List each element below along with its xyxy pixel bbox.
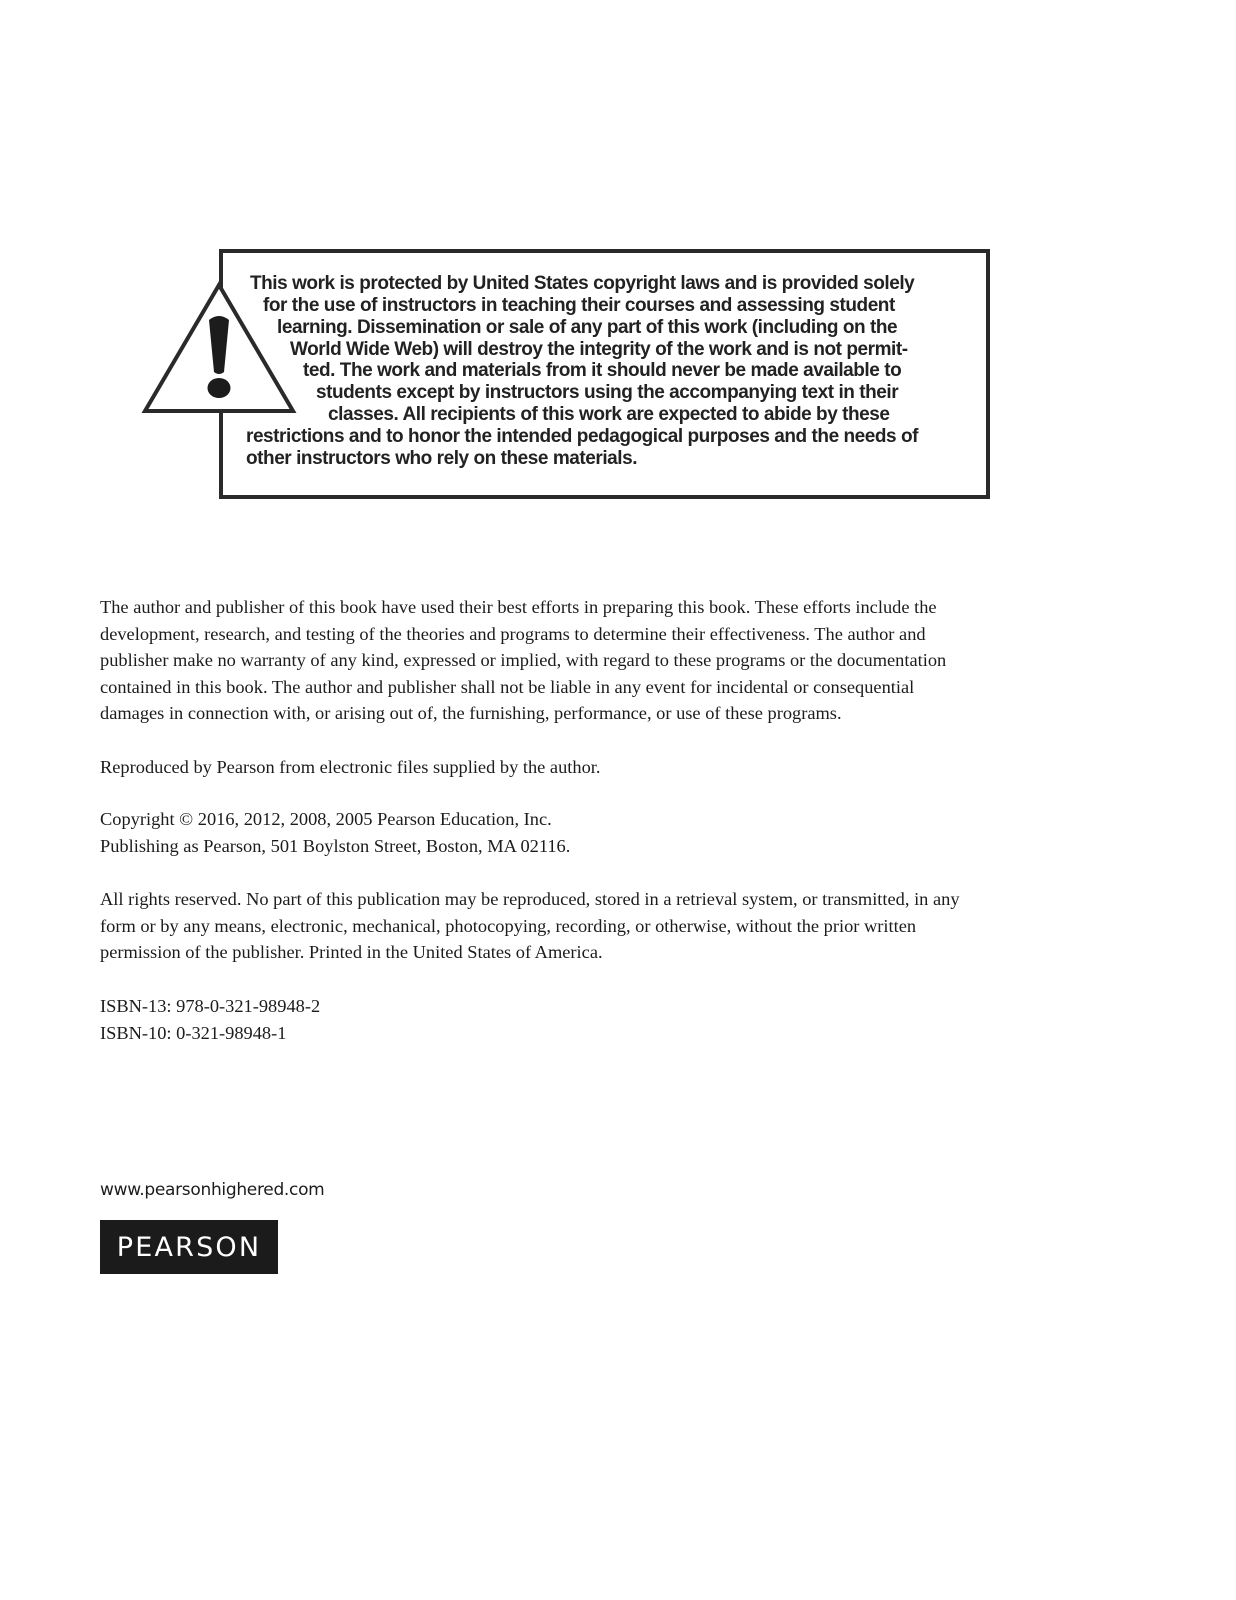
isbn-13: ISBN-13: 978-0-321-98948-2 [100, 996, 321, 1016]
warning-line: students except by instructors using the accompanying text in their [316, 382, 899, 403]
warning-line: restrictions and to honor the intended pedagogical purposes and the needs of [246, 426, 919, 447]
disclaimer-line: publisher make no warranty of any kind, expressed or implied, with regard to these programs or the documentation [100, 650, 947, 671]
reproduced-line: Reproduced by Pearson from electronic files supplied by the author. [100, 757, 601, 777]
copyright-line: Copyright © 2016, 2012, 2008, 2005 Pearson Education, Inc. [100, 809, 552, 829]
pearson-logo-text: PEARSON [116, 1231, 262, 1263]
warning-line: learning. Dissemination or sale of any part of this work (including on the [277, 317, 898, 338]
rights-paragraph [100, 886, 1060, 966]
rights-line: form or by any means, electronic, mechanical, photocopying, recording, or otherwise, without the prior written [100, 915, 917, 936]
rights-line: All rights reserved. No part of this publication may be reproduced, stored in a retrieval system, or transmitted, in any [100, 889, 960, 909]
warning-line: other instructors who rely on these materials. [246, 448, 638, 469]
publisher-website-link[interactable]: www.pearsonhighered.com [100, 1180, 325, 1200]
warning-line: classes. All recipients of this work are expected to abide by these [328, 404, 890, 425]
disclaimer-line: damages in connection with, or arising out of, the furnishing, performance, or use of these programs. [100, 703, 842, 724]
publisher-address-line: Publishing as Pearson, 501 Boylston Street, Boston, MA 02116. [100, 835, 571, 856]
disclaimer-line: The author and publisher of this book have used their best efforts in preparing this book. These efforts include the [100, 597, 937, 617]
isbn-10: ISBN-10: 0-321-98948-1 [100, 1022, 287, 1043]
disclaimer-line: contained in this book. The author and publisher shall not be liable in any event for incidental or consequential [100, 676, 915, 697]
disclaimer-line: development, research, and testing of the theories and programs to determine their effectiveness. The author and [100, 623, 926, 644]
rights-line: permission of the publisher. Printed in the United States of America. [100, 942, 603, 963]
disclaimer-paragraph [100, 594, 1060, 727]
warning-line: for the use of instructors in teaching their courses and assessing student [263, 295, 895, 316]
warning-line: World Wide Web) will destroy the integrity of the work and is not permit- [290, 339, 908, 360]
warning-line: This work is protected by United States copyright laws and is provided solely [250, 273, 915, 294]
copyright-notice [100, 806, 1060, 859]
isbn-block [100, 993, 1060, 1046]
warning-line: ted. The work and materials from it should never be made available to [303, 360, 902, 381]
reproduced-note [100, 754, 1060, 781]
pearson-logo [100, 1220, 278, 1274]
